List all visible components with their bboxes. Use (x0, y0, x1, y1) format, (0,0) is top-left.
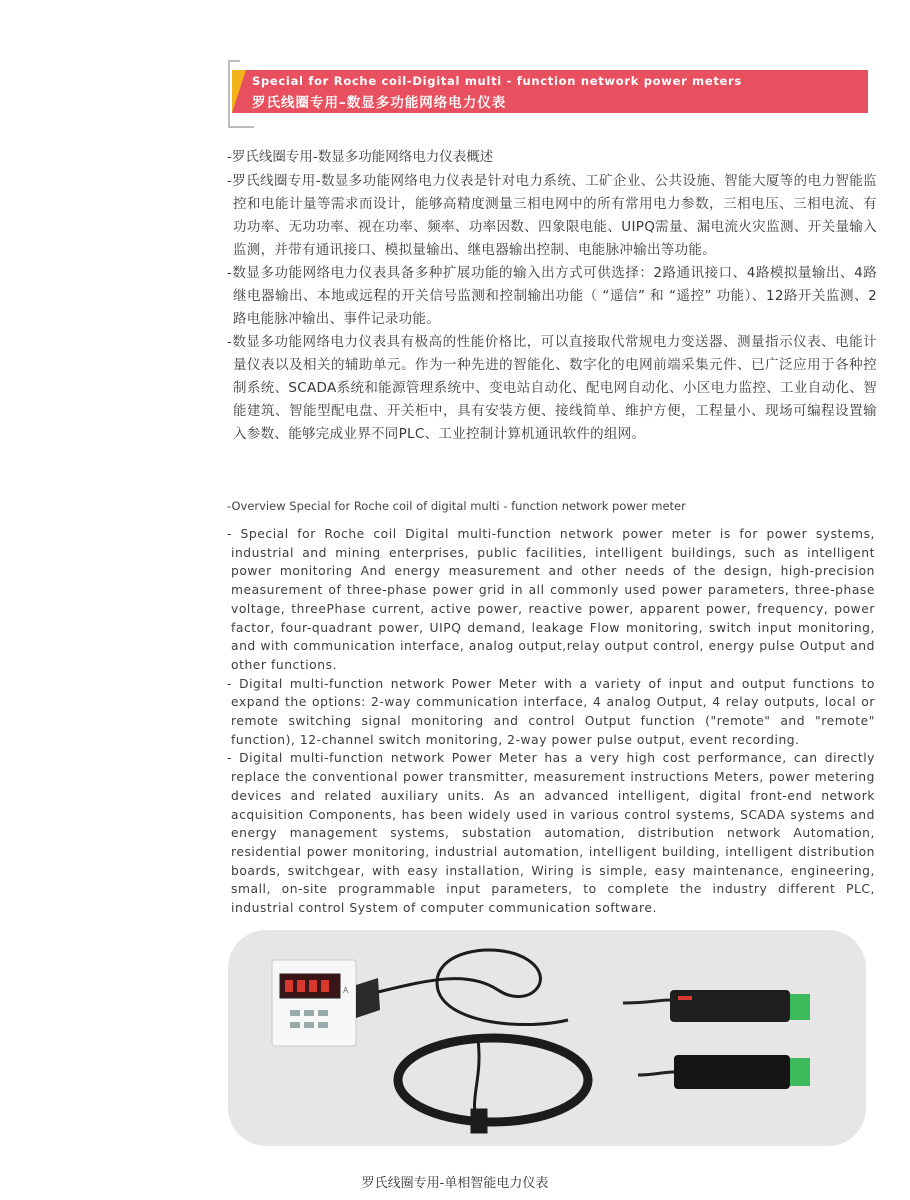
cn-paragraph: -数显多功能网络电力仪表具有极高的性能价格比，可以直接取代常规电力变送器、测量指示仪表、电能计量仪表以及相关的辅助单元。作为一种先进的智能化、数字化的电网前端采集元件、已广泛应用于各种控制系统、SCADA系统和能源管理系统中、变电站自动化、配电网自动化、小区电力监控、工业自动化、智能建筑、智能型配电盘、开关柜中，具有安装方便、接线简单、维护方便，工程量小、现场可编程设置输入参数、能够完成业界不同PLC、工业控制计算机通讯软件的组网。 (227, 334, 877, 442)
product-illustration (228, 930, 866, 1146)
banner-title-cn: 罗氏线圈专用–数显多功能网络电力仪表 (252, 95, 507, 111)
en-section-title: -Overview Special for Roche coil of digital multi - function network power meter (227, 499, 686, 513)
en-section (227, 525, 875, 918)
power-meter-device (272, 960, 380, 1046)
cn-section (227, 146, 877, 446)
header-bracket-bottom (228, 126, 254, 128)
header-bracket-line (228, 60, 230, 128)
product-photo (228, 930, 866, 1146)
image-caption: 罗氏线圈专用-单相智能电力仪表 (361, 1176, 549, 1191)
en-paragraph: - Digital multi-function network Power Meter with a variety of input and output functions to expand the options: 2-way communication interface, 4 analog Output, 4 relay outputs, local or remote switching signal monitoring and control Output function ("remote" and "remote" function), 12-channel switch monitoring, 2-way power pulse output, event recording. (227, 676, 875, 747)
title-banner (232, 70, 868, 113)
banner-title-en: Special for Roche coil-Digital multi - function network power meters (252, 74, 742, 88)
cn-section-title: -罗氏线圈专用-数显多功能网络电力仪表概述 (227, 149, 494, 165)
integrator-module-top (623, 990, 810, 1022)
banner-accent-triangle (232, 70, 246, 113)
integrator-module-bottom (638, 1055, 810, 1089)
cn-paragraph: -数显多功能网络电力仪表具备多种扩展功能的输入出方式可供选择：2路通讯接口、4路模拟量输出、4路继电器输出、本地或远程的开关信号监测和控制输出功能（ “遥信” 和 “遥控” 功能）、12路开关监测、2路电能脉冲输出、事件记录功能。 (227, 265, 877, 327)
en-paragraph: - Special for Roche coil Digital multi-function network power meter is for power systems, industrial and mining enterprises, public facilities, intelligent buildings, such as intelligent power monitoring And energy measurement and other needs of the design, high-precision measurement of three-phase power grid in all commonly used power parameters, three-phase voltage, threePhase current, active power, reactive power, apparent power, frequency, power factor, four-quadrant power, UIPQ demand, leakage Flow monitoring, switch input monitoring, and with communication interface, analog output,relay output control, energy pulse Output and other functions. (227, 527, 875, 672)
meter-unit-label: A (343, 986, 349, 995)
header-bracket-top (228, 60, 240, 62)
cn-paragraph: -罗氏线圈专用-数显多功能网络电力仪表是针对电力系统、工矿企业、公共设施、智能大厦等的电力智能监控和电能计量等需求而设计，能够高精度测量三相电网中的所有常用电力参数，三相电压、三相电流、有功功率、无功功率、视在功率、频率、功率因数、四象限电能、UIPQ需量、漏电流火灾监测、开关量输入监测，并带有通讯接口、模拟量输出、继电器输出控制、电能脉冲输出等功能。 (227, 173, 877, 258)
en-paragraph: - Digital multi-function network Power Meter has a very high cost performance, can directly replace the conventional power transmitter, measurement instructions Meters, power metering devices and related auxiliary units. As an advanced intelligent, digital front-end network acquisition Components, has been widely used in various control systems, SCADA systems and energy management systems, substation automation, distribution network Automation, residential power monitoring, industrial automation, intelligent building, intelligent distribution boards, switchgear, with easy installation, Wiring is simple, easy maintenance, engineering, small, on-site programmable input parameters, to complete the industry different PLC, industrial control System of computer communication software. (227, 751, 875, 916)
rogowski-coil (378, 950, 588, 1132)
